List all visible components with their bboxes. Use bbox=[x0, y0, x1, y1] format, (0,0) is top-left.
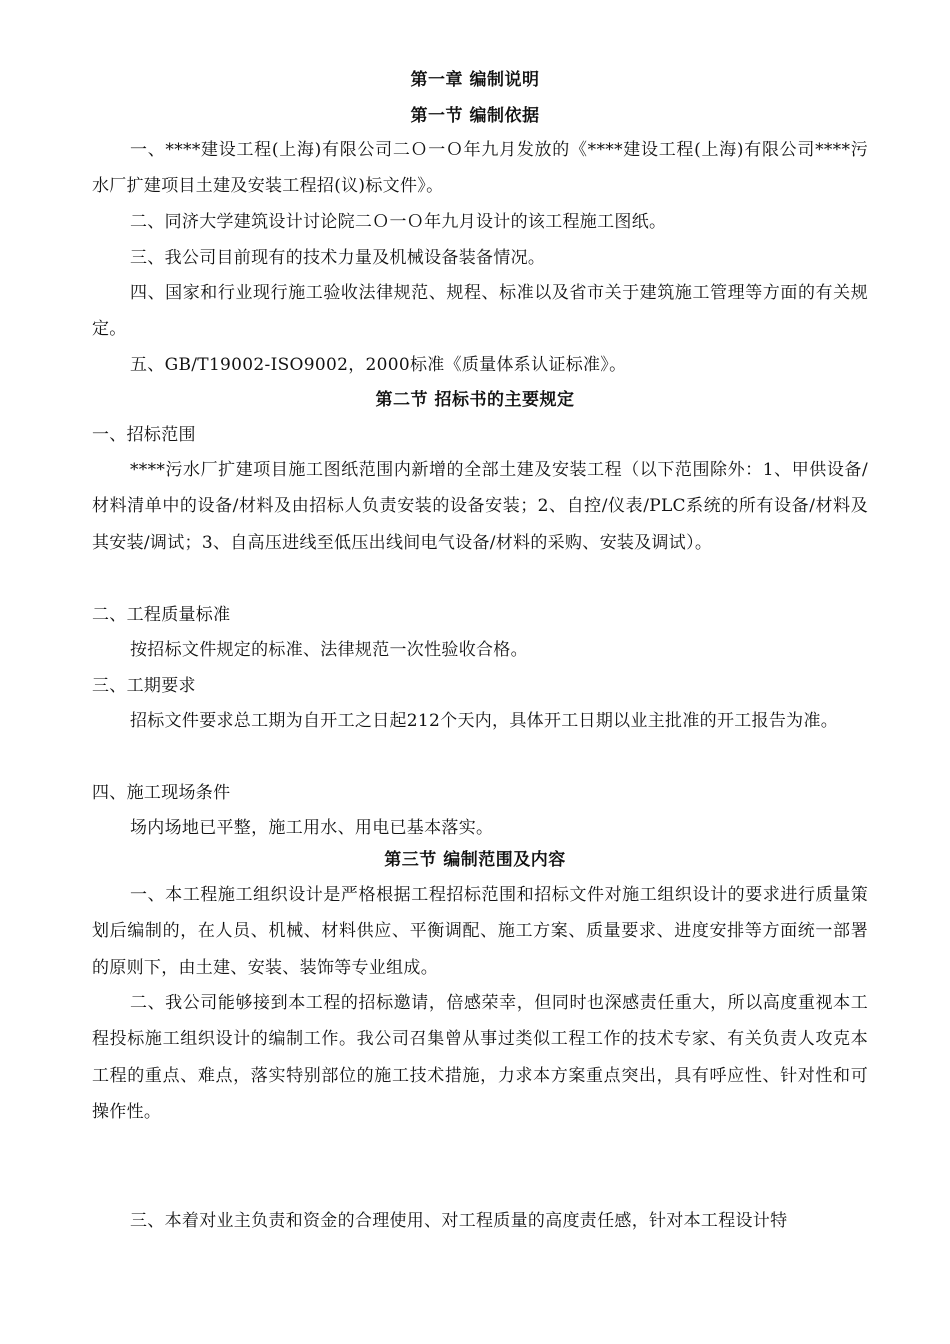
scope-paragraph-3: 三、本着对业主负责和资金的合理使用、对工程质量的高度责任感，针对本工程设计特 bbox=[130, 1211, 788, 1231]
section-title-scope-content: 第三节 编制范围及内容 bbox=[384, 850, 566, 870]
basis-paragraph-1: 一、****建设工程(上海)有限公司二Ｏ一Ｏ年九月发放的《****建设工程(上海)有限公司****污水厂扩建项目土建及安装工程招(议)标文件》。 bbox=[92, 140, 868, 197]
tender-scope-body: ****污水厂扩建项目施工图纸范围内新增的全部土建及安装工程（以下范围除外：1、甲供设备/材料清单中的设备/材料及由招标人负责安装的设备安装；2、自控/仪表/PLC系统的所有设备/材料及其安装/调试；3、自高压进线至低压出线间电气设备/材料的采购、安装及调试）。 bbox=[92, 460, 868, 553]
section-title-tender-rules: 第二节 招标书的主要规定 bbox=[375, 390, 575, 410]
site-conditions-heading: 四、施工现场条件 bbox=[92, 783, 231, 803]
basis-paragraph-4: 四、国家和行业现行施工验收法律规范、规程、标准以及省市关于建筑施工管理等方面的有关规定。 bbox=[92, 283, 868, 340]
scope-paragraph-2: 二、我公司能够接到本工程的招标邀请，倍感荣幸，但同时也深感责任重大，所以高度重视本工程投标施工组织设计的编制工作。我公司召集曾从事过类似工程工作的技术专家、有关负责人攻克本工程的重点、难点，落实特别部位的施工技术措施，力求本方案重点突出，具有呼应性、针对性和可操作性。 bbox=[92, 993, 868, 1123]
site-conditions-body: 场内场地已平整，施工用水、用电已基本落实。 bbox=[130, 818, 494, 838]
quality-standard-body: 按招标文件规定的标准、法律规范一次性验收合格。 bbox=[130, 640, 528, 660]
tender-scope-heading: 一、招标范围 bbox=[92, 425, 196, 445]
scope-paragraph-1: 一、本工程施工组织设计是严格根据工程招标范围和招标文件对施工组织设计的要求进行质量策划后编制的，在人员、机械、材料供应、平衡调配、施工方案、质量要求、进度安排等方面统一部署的原则下，由土建、安装、装饰等专业组成。 bbox=[92, 885, 868, 978]
basis-paragraph-3: 三、我公司目前现有的技术力量及机械设备装备情况。 bbox=[130, 248, 546, 268]
chapter-title: 第一章 编制说明 bbox=[410, 70, 540, 90]
schedule-heading: 三、工期要求 bbox=[92, 676, 196, 696]
quality-standard-heading: 二、工程质量标准 bbox=[92, 605, 231, 625]
basis-paragraph-2: 二、同济大学建筑设计讨论院二Ｏ一Ｏ年九月设计的该工程施工图纸。 bbox=[130, 212, 667, 232]
schedule-body: 招标文件要求总工期为自开工之日起212个天内，具体开工日期以业主批准的开工报告为准。 bbox=[130, 711, 839, 731]
basis-paragraph-5: 五、GB/T19002-ISO9002，2000标准《质量体系认证标准》。 bbox=[130, 355, 627, 375]
section-title-basis: 第一节 编制依据 bbox=[410, 106, 540, 126]
